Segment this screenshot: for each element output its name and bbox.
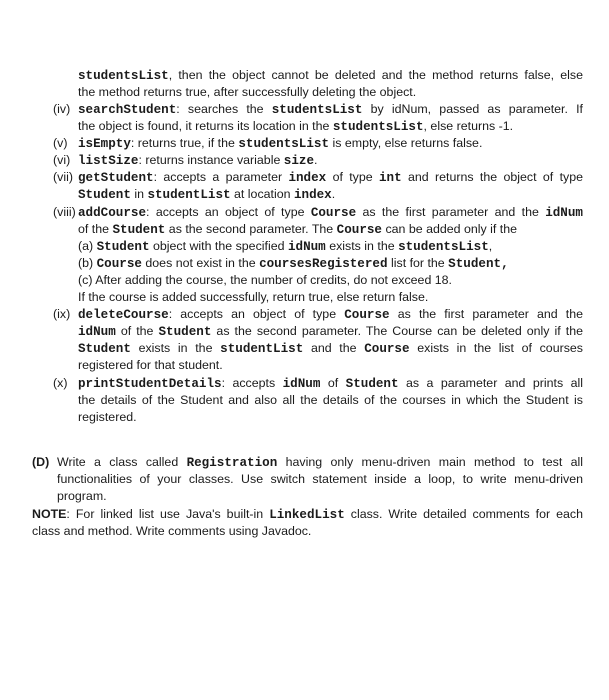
item-number: (x) [53, 376, 68, 390]
item-number: (vi) [53, 153, 71, 167]
condition-a: (a) Student object with the specified idNum exists in the studentsList, [78, 239, 493, 254]
section-label-d: (D) [32, 455, 50, 469]
text-line: registered. [78, 410, 137, 424]
note-label: NOTE [32, 507, 67, 521]
method-printStudentDetails: printStudentDetails: accepts idNum of Student as a parameter and prints all [78, 376, 584, 391]
item-number: (vii) [53, 170, 73, 184]
item-number: (viii) [53, 205, 76, 219]
method-deleteCourse: deleteCourse: accepts an object of type Course as the first parameter and the [78, 307, 584, 322]
note-line: NOTE: For linked list use Java's built-in LinkedList class. Write detailed comments for each [32, 507, 583, 522]
text-line: the details of the Student and also all the details of the courses in which the Student is [78, 393, 583, 407]
method-searchStudent: searchStudent: searches the studentsList by idNum, passed as parameter. If [78, 102, 583, 117]
condition-c: (c) After adding the course, the number of credits, do not exceed 18. [78, 273, 452, 287]
text-line: registered for that student. [78, 358, 223, 372]
item-number: (iv) [53, 102, 71, 116]
text-line: Student in studentList at location index. [78, 187, 336, 202]
item-number: (ix) [53, 307, 71, 321]
text-line: Student exists in the studentList and the Course exists in the list of courses [78, 341, 583, 356]
text-line: If the course is added successfully, return true, else return false. [78, 290, 429, 304]
text-line: studentsList, then the object cannot be deleted and the method returns false, else [78, 68, 583, 83]
text-line: functionalities of your classes. Use switch statement inside a loop, to write menu-driven [57, 472, 583, 486]
text-line: the object is found, it returns its location in the studentsList, else returns -1. [78, 119, 514, 134]
text-line: class and method. Write comments using Javadoc. [32, 524, 312, 538]
text-line: the method returns true, after successfully deleting the object. [78, 85, 417, 99]
method-getStudent: getStudent: accepts a parameter index of type int and returns the object of type [78, 170, 583, 185]
method-isEmpty: isEmpty: returns true, if the studentsList is empty, else returns false. [78, 136, 483, 151]
section-d-text: Write a class called Registration having only menu-driven main method to test all [57, 455, 584, 470]
method-listSize: listSize: returns instance variable size. [78, 153, 318, 168]
method-addCourse: addCourse: accepts an object of type Course as the first parameter and the idNum [78, 205, 583, 220]
condition-b: (b) Course does not exist in the coursesRegistered list for the Student, [78, 256, 509, 271]
item-number: (v) [53, 136, 68, 150]
text-line: idNum of the Student as the second parameter. The Course can be deleted only if the [78, 324, 584, 339]
text-line: program. [57, 489, 107, 503]
text-line: of the Student as the second parameter. The Course can be added only if the [78, 222, 518, 237]
